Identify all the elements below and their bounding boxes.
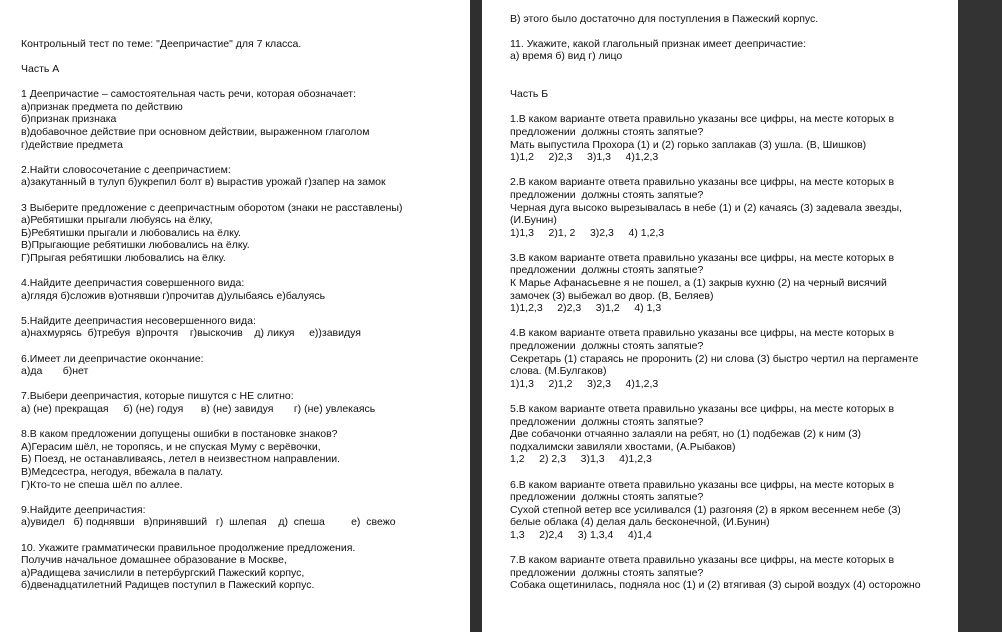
text-line: Б) Поезд, не останавливаясь, летел в неизвестном направлении.: [21, 453, 341, 466]
text-line: Часть Б: [510, 88, 549, 101]
text-line: предложении должны стоять запятые?: [510, 415, 704, 428]
text-line: [21, 25, 470, 38]
text-line: а)признак предмета по действию: [21, 100, 183, 113]
text-line: предложении должны стоять запятые?: [510, 264, 704, 277]
text-line: 4.В каком варианте ответа правильно указаны все цифры, на месте которых в: [510, 327, 895, 340]
text-line: Б)Ребятишки прыгали и любовались на ёлку.: [21, 226, 241, 239]
text-line: Г)Прыгая ребятишки любовались на ёлку.: [21, 251, 226, 264]
viewer-background: [958, 0, 1002, 632]
text-line: 1)1,3 2)1,2 3)2,3 4)1,2,3: [510, 377, 659, 390]
text-line: замочек (3) выбежал во двор. (В, Беляев): [510, 289, 714, 302]
text-line: В)Прыгающие ребятишки любовались на ёлку.: [21, 239, 250, 252]
text-line: Две собачонки отчаянно залаяли на ребят, но (1) подбежав (2) к ним (3): [510, 428, 862, 441]
text-line: а)нахмурясь б)требуя в)прочтя г)выскочив д) ликуя е))завидуя: [21, 327, 361, 340]
text-line: [510, 390, 958, 403]
text-line: б)признак признака: [21, 113, 117, 126]
text-line: 1)1,2 2)2,3 3)1,3 4)1,2,3: [510, 151, 659, 164]
text-line: Собака ощетинилась, подняла нос (1) и (2) втягивая (3) сырой воздух (4) осторожно: [510, 579, 921, 592]
right-text-column: [482, 0, 958, 592]
text-line: Контрольный тест по теме: "Деепричастие" для 7 класса.: [21, 37, 302, 50]
text-line: [510, 0, 958, 13]
text-line: В)Медсестра, негодуя, вбежала в палату.: [21, 465, 224, 478]
text-line: 4.Найдите деепричастия совершенного вида:: [21, 277, 245, 290]
text-line: в)добавочное действие при основном действии, выраженном глаголом: [21, 125, 370, 138]
text-line: [510, 76, 958, 89]
text-line: предложении должны стоять запятые?: [510, 125, 704, 138]
text-line: белые облака (4) делая даль бесконечной, (И.Бунин): [510, 516, 770, 529]
left-text-column: [0, 0, 470, 592]
text-line: а)глядя б)сложив в)отнявши г)прочитав д)улыбаясь е)балуясь: [21, 289, 326, 302]
document-page-left: [0, 0, 470, 632]
text-line: (И.Бунин): [510, 214, 557, 227]
text-line: подхалимски завиляли хвостами, (А.Рыбаков): [510, 440, 736, 453]
text-line: [21, 0, 470, 13]
text-line: а)увидел б) поднявши в)принявший г) шлепая д) спеша е) свежо: [21, 516, 396, 529]
text-line: Мать выпустила Прохора (1) и (2) горько заплакав (3) ушла. (В, Шишков): [510, 138, 867, 151]
document-page-right: [482, 0, 958, 632]
text-line: Часть А: [21, 62, 60, 75]
text-line: Г)Кто-то не спеша шёл по аллее.: [21, 478, 183, 491]
text-line: К Марье Афанасьевне я не пошел, а (1) закрыв кухню (2) на черный висячий: [510, 277, 887, 290]
text-line: [21, 76, 470, 89]
text-line: 7.Выбери деепричастия, которые пишутся с НЕ слитно:: [21, 390, 294, 403]
text-line: предложении должны стоять запятые?: [510, 340, 704, 353]
text-line: 7.В каком варианте ответа правильно указаны все цифры, на месте которых в: [510, 554, 895, 567]
text-line: 2.Найти словосочетание с деепричастием:: [21, 163, 231, 176]
text-line: [21, 416, 470, 429]
text-line: 6.Имеет ли деепричастие окончание:: [21, 352, 204, 365]
text-line: [510, 542, 958, 555]
text-line: Черная дуга высоко вырезывалась в небе (1) и (2) качаясь (3) задевала звезды,: [510, 201, 902, 214]
text-line: [510, 25, 958, 38]
text-line: 5.Найдите деепричастия несовершенного вида:: [21, 314, 256, 327]
text-line: [21, 529, 470, 542]
text-line: а)закутанный в тулуп б)укрепил болт в) вырастив урожай г)запер на замок: [21, 176, 386, 189]
text-line: [21, 491, 470, 504]
text-line: [510, 239, 958, 252]
text-line: А)Герасим шёл, не торопясь, и не спуская Муму с верёвочки,: [21, 440, 321, 453]
text-line: 5.В каком варианте ответа правильно указаны все цифры, на месте которых в: [510, 403, 895, 415]
text-line: [21, 264, 470, 277]
text-line: Секретарь (1) стараясь не проронить (2) ни слова (3) быстро чертил на пергаменте: [510, 352, 919, 365]
text-line: б)двенадцатилетний Радищев поступил в Пажеский корпус.: [21, 579, 315, 592]
text-line: а)Радищева зачислили в петербургский Пажеский корпус,: [21, 566, 305, 579]
text-line: [21, 302, 470, 315]
text-line: 1,3 2)2,4 3) 1,3,4 4)1,4: [510, 528, 652, 541]
text-line: [21, 50, 470, 63]
text-line: 1)1,2,3 2)2,3 3)1,2 4) 1,3: [510, 302, 662, 315]
text-line: а) время б) вид г) лицо: [510, 50, 623, 63]
text-line: 6.В каком варианте ответа правильно указаны все цифры, на месте которых в: [510, 478, 895, 491]
text-line: предложении должны стоять запятые?: [510, 566, 704, 579]
text-line: Сухой степной ветер все усиливался (1) разгоняя (2) в ярком весеннем небе (3): [510, 503, 901, 516]
text-line: 3 Выберите предложение с деепричастным оборотом (знаки не расставлены): [21, 201, 403, 214]
text-line: предложении должны стоять запятые?: [510, 188, 704, 201]
text-line: 10. Укажите грамматически правильное продолжение предложения.: [21, 541, 356, 554]
text-line: 11. Укажите, какой глагольный признак имеет деепричастие:: [510, 37, 807, 50]
text-line: [21, 151, 470, 164]
page-gap: [470, 0, 482, 632]
text-line: [510, 63, 958, 76]
text-line: Получив начальное домашнее образование в Москве,: [21, 554, 287, 567]
text-line: [21, 13, 470, 26]
text-line: [21, 378, 470, 391]
text-line: [510, 315, 958, 328]
text-line: 1 Деепричастие – самостоятельная часть речи, которая обозначает:: [21, 88, 357, 101]
text-line: 3.В каком варианте ответа правильно указаны все цифры, на месте которых в: [510, 251, 895, 264]
text-line: 9.Найдите деепричастия:: [21, 503, 146, 516]
text-line: 1,2 2) 2,3 3)1,3 4)1,2,3: [510, 453, 652, 466]
text-line: [21, 340, 470, 353]
text-line: [510, 101, 958, 114]
text-line: [510, 164, 958, 177]
text-line: [21, 189, 470, 202]
text-line: 1.В каком варианте ответа правильно указаны все цифры, на месте которых в: [510, 113, 895, 126]
text-line: 1)1,3 2)1, 2 3)2,3 4) 1,2,3: [510, 226, 665, 239]
text-line: слова. (М.Булгаков): [510, 365, 607, 378]
text-line: г)действие предмета: [21, 138, 123, 151]
text-line: а) (не) прекращая б) (не) годуя в) (не) завидуя г) (не) увлекаясь: [21, 403, 376, 415]
text-line: а)да б)нет: [21, 365, 89, 378]
text-line: В) этого было достаточно для поступления в Пажеский корпус.: [510, 12, 819, 25]
text-line: [510, 466, 958, 479]
text-line: 8.В каком предложении допущены ошибки в постановке знаков?: [21, 428, 338, 441]
text-line: 2.В каком варианте ответа правильно указаны все цифры, на месте которых в: [510, 176, 895, 189]
text-line: а)Ребятишки прыгали любуясь на ёлку,: [21, 214, 213, 227]
text-line: предложении должны стоять запятые?: [510, 491, 704, 504]
